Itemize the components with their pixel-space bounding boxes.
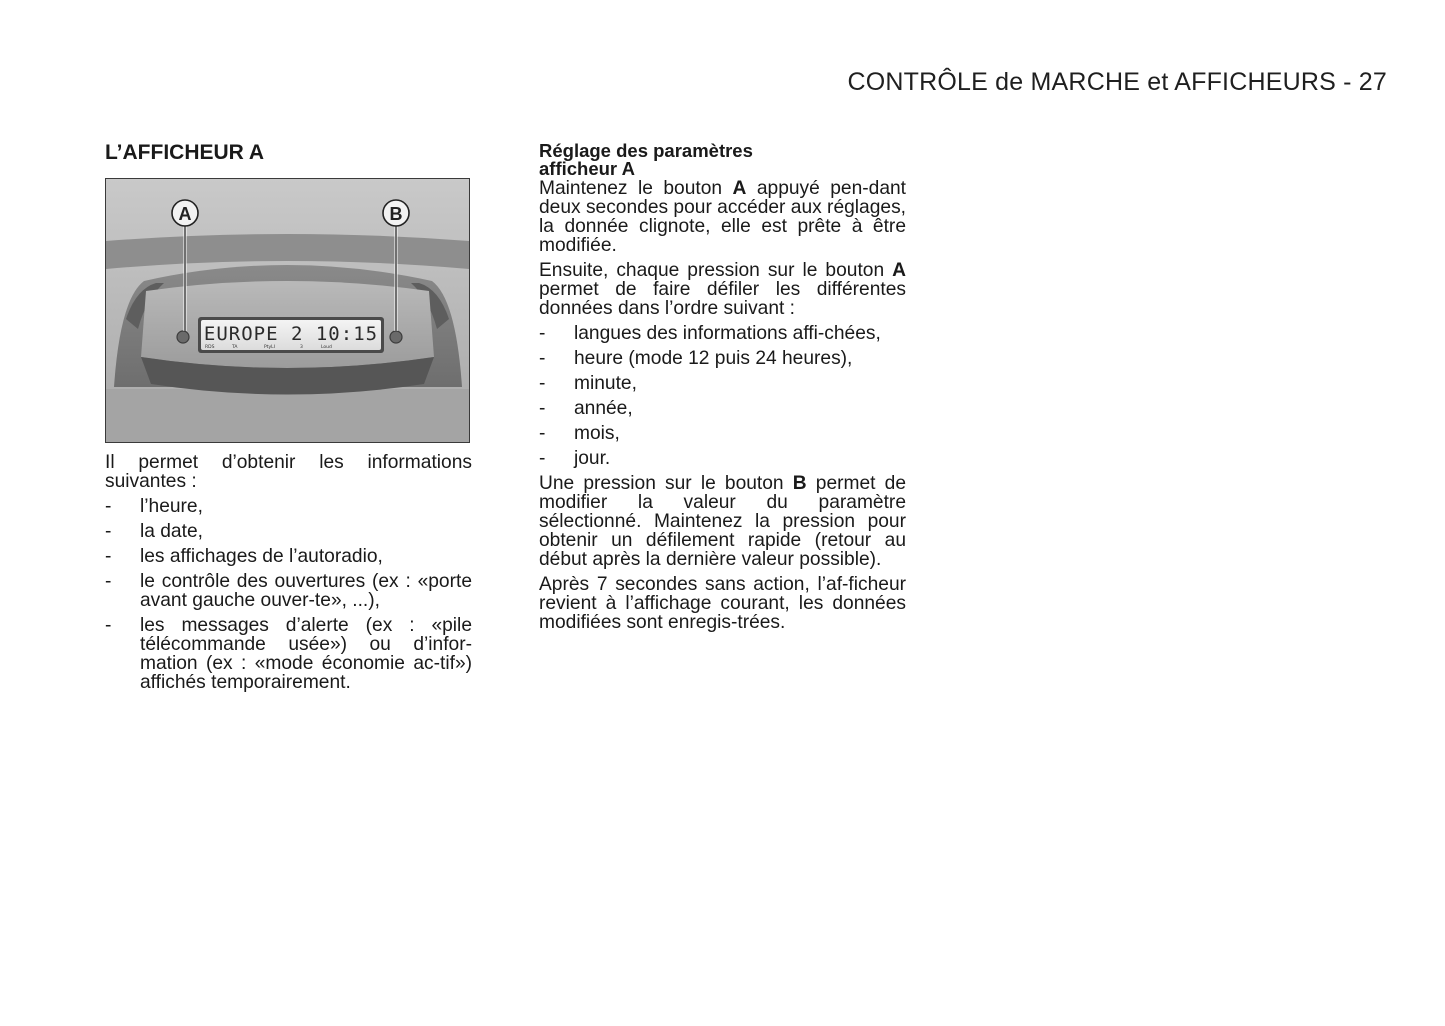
lcd-main-text: EUROPE 2 10:15	[203, 323, 379, 345]
list-item: - minute,	[539, 373, 637, 394]
list-item-text: minute,	[574, 373, 637, 394]
list-item-text: les messages d’alerte (ex : «pile télécommande usée») ou d’infor-mation (ex : «mode économie ac-tif») affichés temporairement.	[140, 615, 472, 693]
button-a[interactable]	[177, 331, 189, 343]
list-item: - la date,	[105, 521, 203, 542]
list-item: - le contrôle des ouvertures (ex : «porte avant gauche ouver-te», ...),	[105, 571, 472, 611]
paragraph-4: Après 7 secondes sans action, l’af-ficheur revient à l’affichage courant, les données modifiées sont enregis-trées.	[539, 574, 906, 633]
list-item-text: le contrôle des ouvertures (ex : «porte avant gauche ouver-te», ...),	[140, 571, 472, 611]
settings-title-line2: afficheur A	[539, 158, 635, 179]
lcd-indicator-pty: PtyLI	[264, 345, 275, 350]
list-item: - jour.	[539, 448, 611, 469]
list-item-text: les affichages de l’autoradio,	[140, 546, 383, 567]
paragraph-2	[539, 261, 906, 318]
list-item: - mois,	[539, 423, 620, 444]
list-item: - heure (mode 12 puis 24 heures),	[539, 348, 853, 369]
list-item: - année,	[539, 398, 633, 419]
callout-b-label: B	[389, 204, 403, 224]
lcd-indicator-ta: TA	[232, 345, 238, 350]
settings-title-line1: Réglage des paramètres	[539, 140, 753, 161]
list-item: - les messages d’alerte (ex : «pile télécommande usée») ou d’infor-mation (ex : «mode économie ac-tif») affichés temporairement.	[105, 615, 472, 693]
list-item-text: l’heure,	[140, 496, 203, 517]
display-illustration-svg	[106, 179, 469, 442]
paragraph-3	[539, 474, 906, 569]
settings-title	[539, 142, 906, 178]
list-item: - l’heure,	[105, 496, 203, 517]
list-item-text: langues des informations affi-chées,	[574, 323, 881, 344]
button-ref-b: B	[792, 473, 807, 494]
page-header: CONTRÔLE de MARCHE et AFFICHEURS - 27	[847, 68, 1387, 96]
paragraph-3-text-end: permet de modifier la valeur du paramètre sélectionné. Maintenez la pression pour obtenir un défilement rapide (retour au début après la dernière valeur possible).	[539, 473, 906, 570]
settings-order-list	[539, 324, 906, 468]
callout-a-label: A	[178, 204, 192, 224]
paragraph-2-text-end: permet de faire défiler les différentes données dans l’ordre suivant :	[539, 279, 906, 319]
intro-paragraph: Il permet d’obtenir les informations suivantes :	[105, 452, 472, 492]
list-item-text: heure (mode 12 puis 24 heures),	[574, 348, 853, 369]
lcd-indicator-3: 3	[300, 345, 303, 350]
lcd-indicator-loud: Loud	[321, 345, 332, 350]
display-a-illustration	[105, 178, 470, 443]
paragraph-1-text: Maintenez le bouton	[539, 178, 733, 199]
list-item-text: jour.	[574, 448, 611, 469]
paragraph-2-text: Ensuite, chaque pression sur le bouton	[539, 260, 893, 281]
button-b[interactable]	[390, 331, 402, 343]
list-item: - les affichages de l’autoradio,	[105, 546, 383, 567]
paragraph-3-text: Une pression sur le bouton	[539, 473, 793, 494]
middle-column	[539, 142, 906, 638]
list-item: - langues des informations affi-chées,	[539, 323, 881, 344]
info-list	[105, 497, 472, 692]
list-item-text: la date,	[140, 521, 203, 542]
section-title: L’AFFICHEUR A	[105, 141, 265, 164]
left-column	[105, 140, 472, 698]
paragraph-1	[539, 179, 906, 255]
list-item-text: année,	[574, 398, 633, 419]
button-ref-a: A	[732, 178, 747, 199]
paragraph-1-text-end: appuyé pen-dant deux secondes pour accéder aux réglages, la donnée clignote, elle est prête à être modifiée.	[539, 178, 907, 256]
list-item-text: mois,	[574, 423, 620, 444]
lcd-indicator-rds: RDS	[205, 345, 215, 350]
button-ref-a: A	[892, 260, 906, 281]
